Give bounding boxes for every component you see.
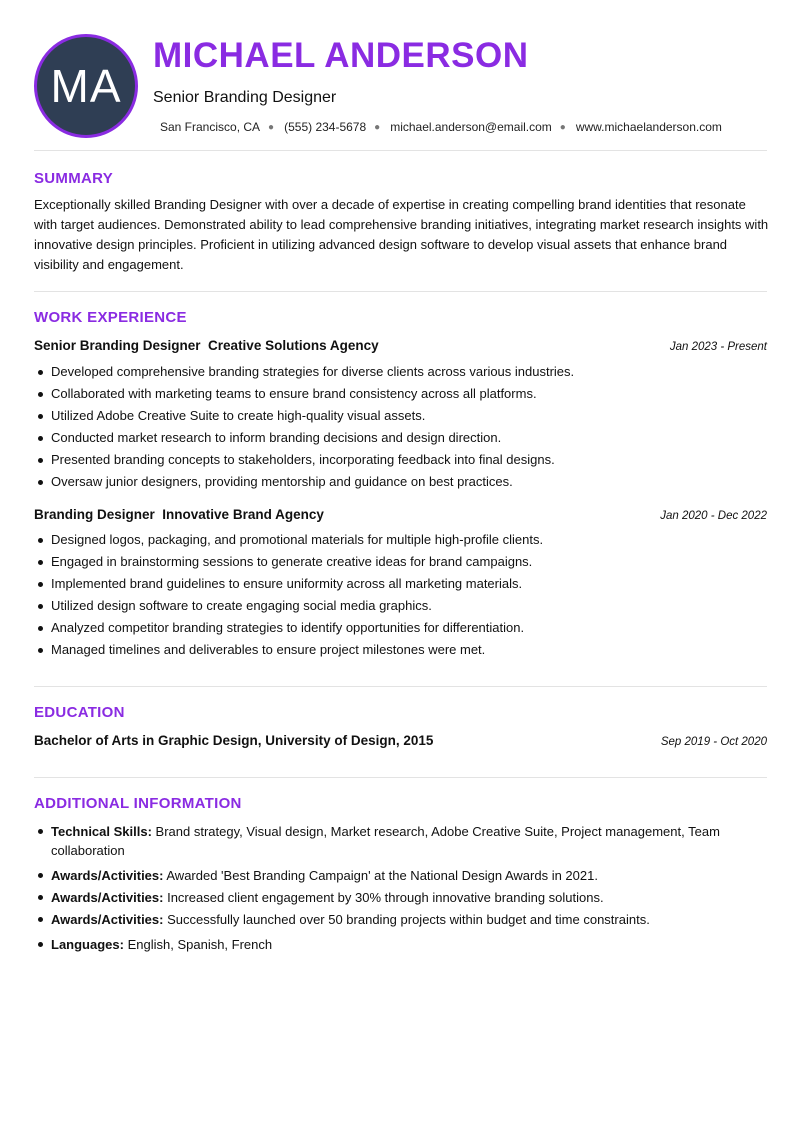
experience-heading: WORK EXPERIENCE [34, 309, 187, 326]
list-item: Conducted market research to inform branding decisions and design direction. [34, 427, 767, 449]
item-label: Languages: [51, 937, 124, 952]
education-heading: EDUCATION [34, 704, 125, 721]
item-text: English, Spanish, French [127, 937, 273, 952]
list-item: Developed comprehensive branding strategies for diverse clients across various industries. [34, 361, 767, 383]
job-dates: Jan 2023 - Present [669, 341, 767, 353]
list-item: Analyzed competitor branding strategies to identify opportunities for differentiation. [34, 617, 767, 639]
list-item: Managed timelines and deliverables to ensure project milestones were met. [34, 639, 767, 661]
job-role-company [34, 338, 379, 353]
item-label: Awards/Activities: [51, 912, 164, 927]
summary-text: Exceptionally skilled Branding Designer with over a decade of expertise in creating compelling brand identities that resonate with target audiences. Demonstrated ability to lead comprehensive branding initiatives, integrating market research insights with innovative design principles. Proficient in utilizing advanced design software to develop visual assets that enhance brand visibility and engagement. [34, 197, 769, 272]
list-item: Presented branding concepts to stakeholders, incorporating feedback into final designs. [34, 449, 767, 471]
list-item [34, 822, 767, 860]
item-text: Brand strategy, Visual design, Market research, Adobe Creative Suite, Project management, Team collaboration [51, 824, 720, 858]
job-role: Senior Branding Designer [34, 338, 201, 353]
item-text: Increased client engagement by 30% through innovative branding solutions. [167, 890, 604, 905]
item-text: Awarded 'Best Branding Campaign' at the National Design Awards in 2021. [166, 868, 598, 883]
separator-dot-icon: ● [268, 121, 275, 133]
education-degree: Bachelor of Arts in Graphic Design, University of Design, 2015 [34, 733, 434, 748]
list-item: Implemented brand guidelines to ensure uniformity across all marketing materials. [34, 573, 767, 595]
list-item [34, 935, 767, 954]
avatar [34, 34, 138, 138]
job-role-company [34, 507, 324, 522]
contact-email: michael.anderson@email.com [390, 120, 552, 134]
candidate-name: MICHAEL ANDERSON [153, 36, 529, 75]
education-entry [34, 733, 767, 748]
candidate-title: Senior Branding Designer [153, 89, 337, 106]
summary-heading: SUMMARY [34, 170, 114, 187]
list-item: Designed logos, packaging, and promotional materials for multiple high-profile clients. [34, 529, 767, 551]
divider [34, 686, 767, 687]
item-label: Technical Skills: [51, 824, 152, 839]
job-bullets [34, 529, 767, 661]
contact-phone: (555) 234-5678 [284, 120, 367, 134]
list-item: Oversaw junior designers, providing mentorship and guidance on best practices. [34, 471, 767, 493]
list-item [34, 888, 767, 907]
avatar-initials: MA [50, 60, 122, 112]
separator-dot-icon: ● [374, 121, 381, 133]
item-label: Awards/Activities: [51, 868, 164, 883]
item-text: Successfully launched over 50 branding projects within budget and time constraints. [167, 912, 650, 927]
item-label: Awards/Activities: [51, 890, 164, 905]
contact-line [160, 120, 722, 134]
list-item [34, 866, 767, 885]
divider [34, 150, 767, 151]
list-item: Utilized Adobe Creative Suite to create high-quality visual assets. [34, 405, 767, 427]
additional-list [34, 822, 767, 957]
contact-website: www.michaelanderson.com [575, 120, 722, 134]
divider [34, 777, 767, 778]
additional-heading: ADDITIONAL INFORMATION [34, 795, 242, 812]
list-item: Engaged in brainstorming sessions to generate creative ideas for brand campaigns. [34, 551, 767, 573]
divider [34, 291, 767, 292]
job-header [34, 507, 767, 522]
job-bullets [34, 361, 767, 493]
job-dates: Jan 2020 - Dec 2022 [660, 510, 767, 522]
contact-location: San Francisco, CA [160, 120, 261, 134]
list-item [34, 910, 767, 929]
job-company: Creative Solutions Agency [208, 338, 379, 353]
separator-dot-icon: ● [559, 121, 566, 133]
list-item: Collaborated with marketing teams to ensure brand consistency across all platforms. [34, 383, 767, 405]
job-company: Innovative Brand Agency [162, 507, 324, 522]
list-item: Utilized design software to create engaging social media graphics. [34, 595, 767, 617]
job-header [34, 338, 767, 353]
job-role: Branding Designer [34, 507, 155, 522]
education-dates: Sep 2019 - Oct 2020 [660, 736, 767, 748]
